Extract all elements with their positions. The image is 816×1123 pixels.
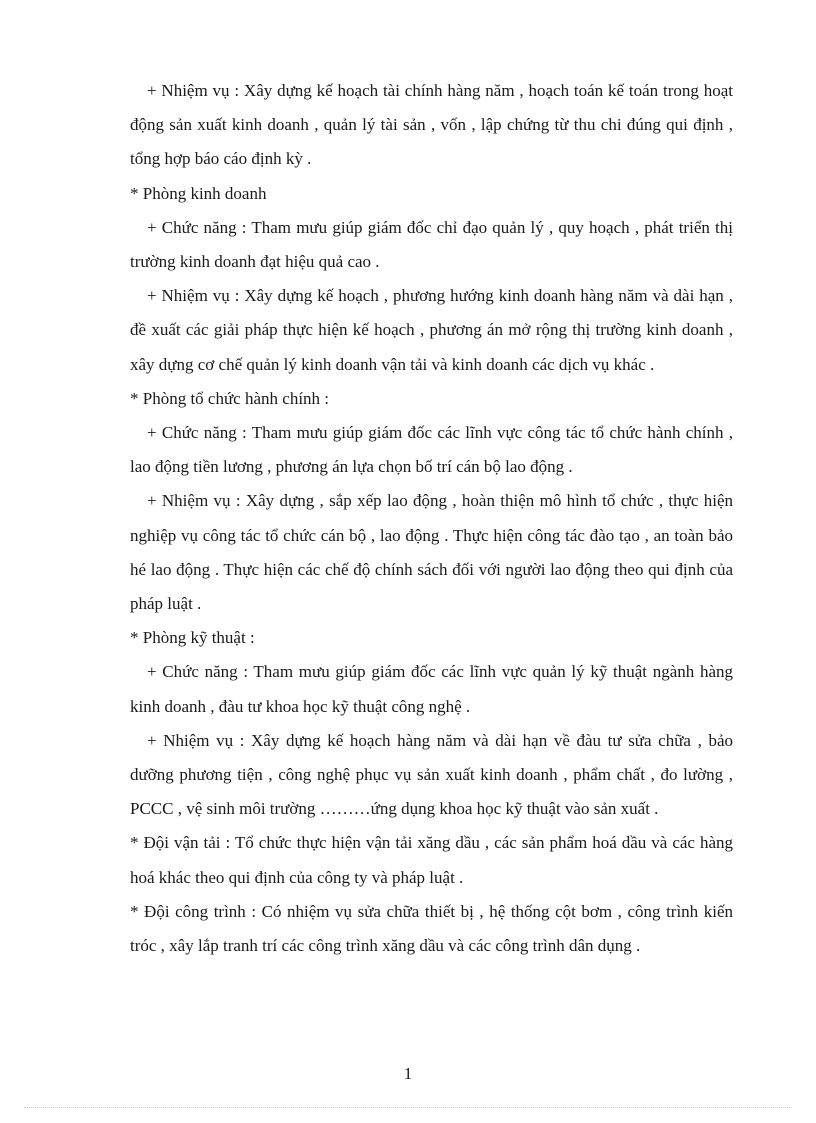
paragraph-function-technical: + Chức năng : Tham mưu giúp giám đốc các lĩnh vực quản lý kỹ thuật ngành hàng kinh doanh , đàu tư khoa học kỹ thuật công nghệ .: [130, 662, 733, 716]
paragraph-task-technical: + Nhiệm vụ : Xây dựng kế hoạch hàng năm và dài hạn về đàu tư sửa chữa , bảo dưỡng phương tiện , công nghệ phục vụ sản xuất kinh doanh , phẩm chất , đo lường , PCCC , vệ sinh môi trường ………ứng dụng khoa học kỹ thuật vào sản xuất .: [130, 730, 733, 819]
heading-business-dept: * Phòng kinh doanh: [130, 183, 267, 203]
paragraph-transport-team: * Đội vận tải : Tổ chức thực hiện vận tải xăng dầu , các sản phẩm hoá dầu và các hàng hoá khác theo qui định của công ty và pháp luật .: [130, 833, 733, 887]
paragraph-construction-team: * Đội công trình : Có nhiệm vụ sửa chữa thiết bị , hệ thống cột bơm , công trình kiến tróc , xây lắp tranh trí các công trình xăng dầu và các công trình dân dụng .: [130, 901, 733, 956]
paragraph-task-finance: + Nhiệm vụ : Xây dựng kế hoạch tài chính hàng năm , hoạch toán kế toán trong hoạt động sản xuất kinh doanh , quản lý tài sản , vốn , lập chứng từ thu chi đúng qui định , tổng hợp báo cáo định kỳ .: [130, 81, 733, 169]
heading-technical-dept: * Phòng kỹ thuật :: [130, 628, 255, 648]
page-number: 1: [403, 1064, 413, 1083]
paragraph-function-business: + Chức năng : Tham mưu giúp giám đốc chỉ đạo quản lý , quy hoạch , phát triển thị trường kinh doanh đạt hiệu quả cao .: [130, 217, 733, 272]
paragraph-task-admin: + Nhiệm vụ : Xây dựng , sắp xếp lao động , hoàn thiện mô hình tổ chức , thực hiện nghiệp vụ công tác tổ chức cán bộ , lao động . Thực hiện công tác đào tạo , an toàn bảo hé lao động . Thực hiện các chế độ chính sách đối với người lao động theo qui định của pháp luật .: [130, 491, 733, 614]
paragraph-task-business: + Nhiệm vụ : Xây dựng kế hoạch , phương hướng kinh doanh hàng năm và dài hạn , đề xuất các giải pháp thực hiện kế hoạch , phương án mở rộng thị trường kinh doanh , xây dựng cơ chế quản lý kinh doanh vận tải và kinh doanh các dịch vụ khác .: [130, 286, 733, 374]
paragraph-function-admin: + Chức năng : Tham mưu giúp giám đốc các lĩnh vực công tác tổ chức hành chính , lao động tiền lương , phương án lựa chọn bố trí cán bộ lao động .: [130, 423, 733, 477]
heading-admin-dept: * Phòng tổ chức hành chính :: [130, 388, 330, 408]
document-body: [130, 74, 733, 963]
footer-divider: [24, 1107, 792, 1108]
